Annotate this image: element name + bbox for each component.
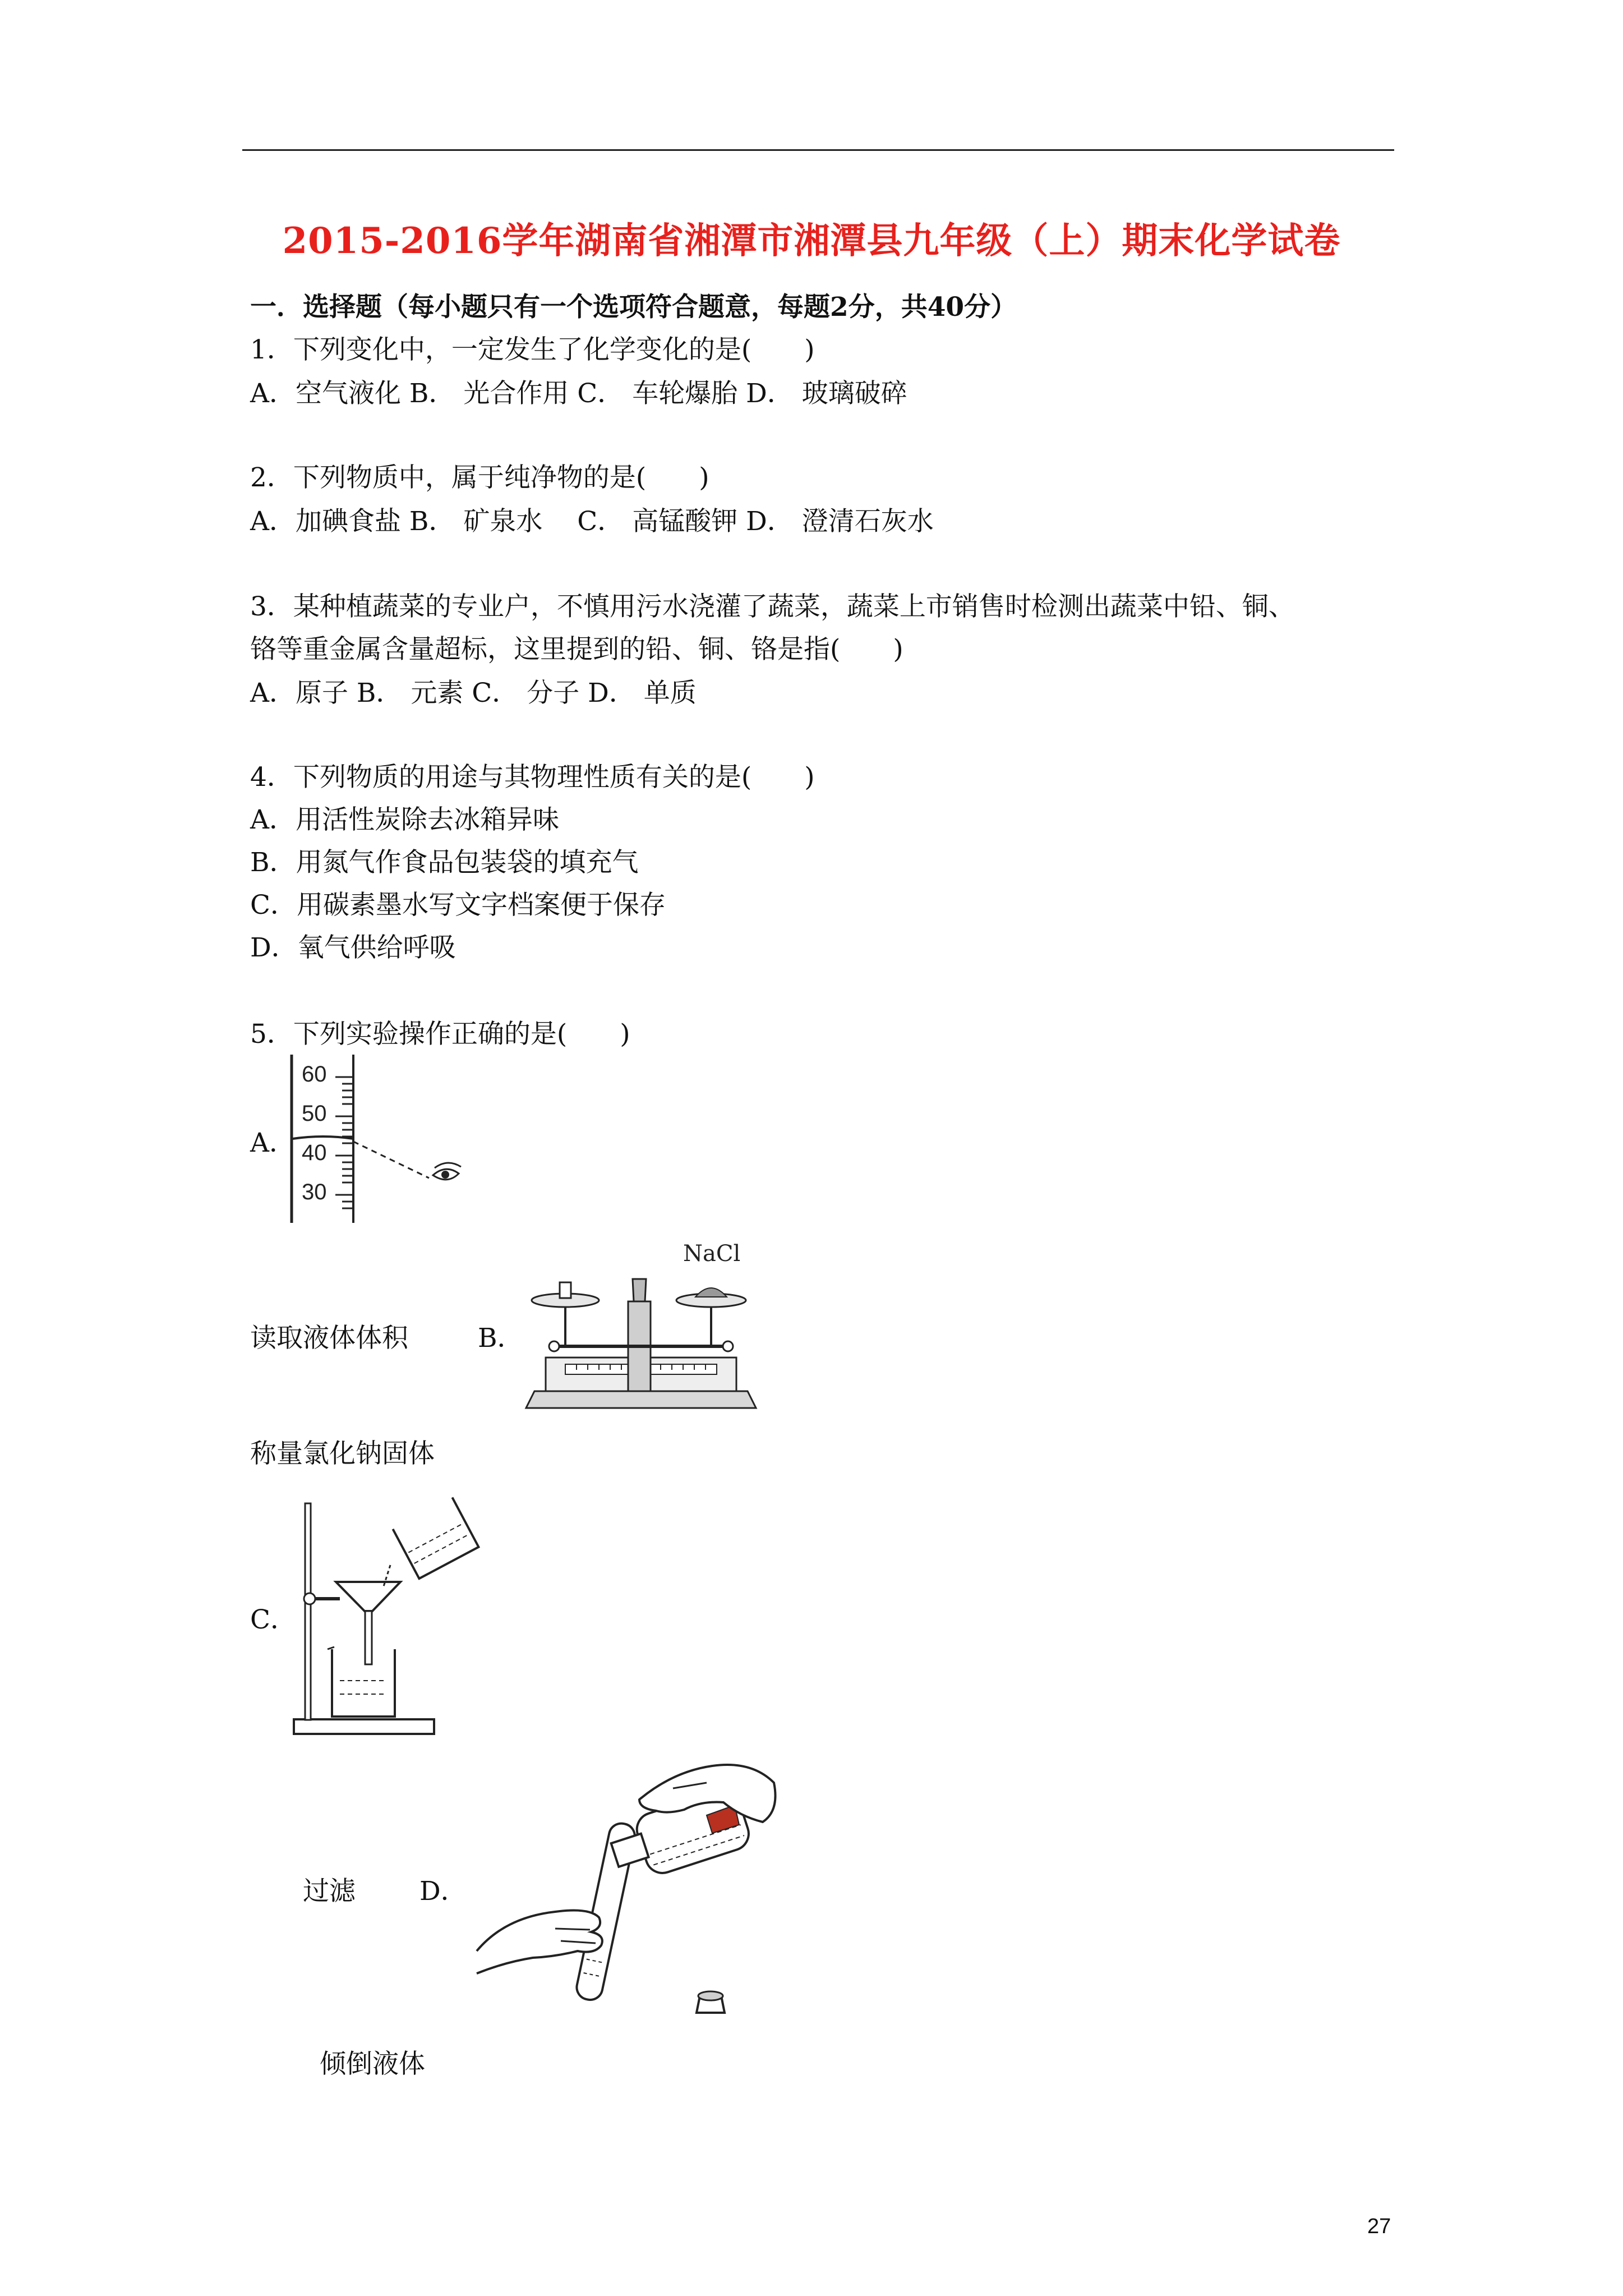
- balance-figure: [520, 1240, 762, 1419]
- question-4-option-d: D．氧气供给呼吸: [250, 932, 456, 963]
- question-1-options: A．空气液化 B． 光合作用 C． 车轮爆胎 D． 玻璃破碎: [250, 378, 907, 409]
- option-a-caption: 读取液体体积: [250, 1323, 408, 1354]
- graduated-cylinder-figure: [286, 1055, 488, 1228]
- page-number: 27: [1367, 2215, 1391, 2238]
- cylinder-tick-30: 30: [302, 1180, 327, 1204]
- option-d-label: D．: [419, 1876, 467, 1907]
- option-d-caption: 倾倒液体: [320, 2049, 425, 2079]
- option-b-label: B．: [478, 1323, 524, 1354]
- option-b-caption: 称量氯化钠固体: [250, 1438, 435, 1469]
- question-1-stem: 1．下列变化中，一定发生了化学变化的是( ): [250, 334, 815, 365]
- option-c-caption: 过滤: [303, 1876, 356, 1907]
- option-c-label: C．: [250, 1604, 297, 1635]
- question-4-option-a: A．用活性炭除去冰箱异味: [250, 804, 559, 835]
- pouring-liquid-figure: [471, 1749, 785, 2030]
- filtration-figure: [288, 1481, 490, 1739]
- cylinder-tick-60: 60: [302, 1062, 327, 1087]
- question-2-stem: 2．下列物质中，属于纯净物的是( ): [250, 462, 709, 493]
- question-4-option-c: C．用碳素墨水写文字档案便于保存: [250, 890, 666, 921]
- question-3-stem-line1: 3．某种植蔬菜的专业户，不慎用污水浇灌了蔬菜，蔬菜上市销售时检测出蔬菜中铅、铜、: [250, 591, 1295, 622]
- cylinder-tick-50: 50: [302, 1101, 327, 1126]
- option-a-label: A．: [250, 1128, 296, 1158]
- question-5-stem: 5．下列实验操作正确的是( ): [250, 1019, 630, 1050]
- section-heading: 一．选择题（每小题只有一个选项符合题意，每题2分，共40分）: [250, 292, 1017, 323]
- question-4-option-b: B．用氮气作食品包装袋的填充气: [250, 847, 639, 878]
- header-rule: [242, 149, 1394, 151]
- balance-nacl-label: NaCl: [683, 1241, 741, 1267]
- question-3-options: A．原子 B． 元素 C． 分子 D． 单质: [250, 678, 697, 708]
- question-4-stem: 4．下列物质的用途与其物理性质有关的是( ): [250, 762, 815, 793]
- page-title: 2015-2016学年湖南省湘潭市湘潭县九年级（上）期末化学试卷: [282, 220, 1341, 262]
- question-2-options: A．加碘食盐 B． 矿泉水 C． 高锰酸钾 D． 澄清石灰水: [250, 506, 934, 537]
- eye-icon: [433, 1163, 461, 1180]
- question-3-stem-line2: 铬等重金属含量超标，这里提到的铅、铜、铬是指( ): [250, 634, 903, 665]
- cylinder-tick-40: 40: [302, 1140, 327, 1165]
